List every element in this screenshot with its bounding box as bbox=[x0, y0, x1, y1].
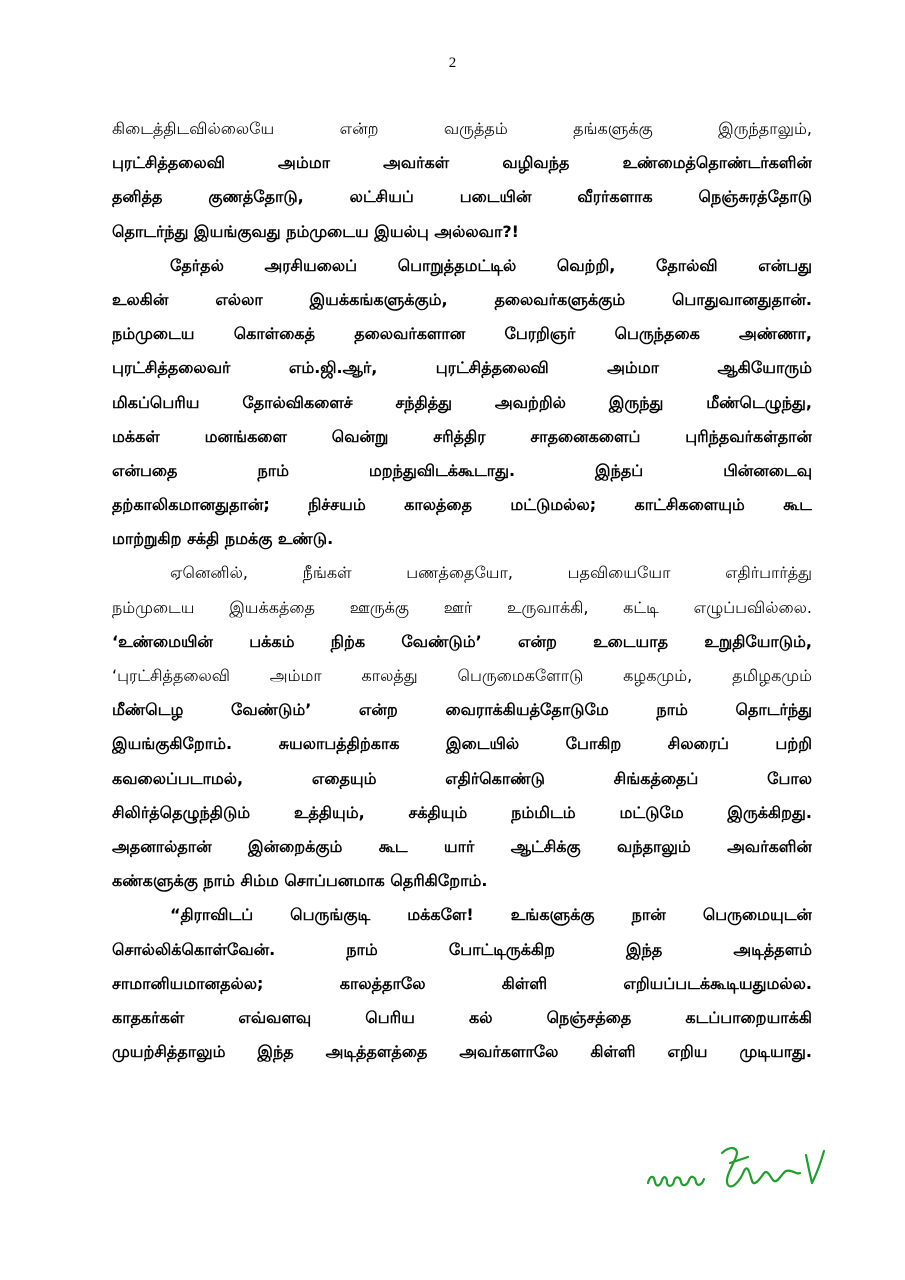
text-line: ‘உண்மையின் பக்கம் நிற்க வேண்டும்’ என்ற உடையாத உறுதியோடும், bbox=[112, 631, 812, 651]
paragraph-2 bbox=[112, 249, 812, 557]
text-line: மக்கள் மனங்களை வென்று சரித்திர சாதனைகளைப் புரிந்தவர்கள்தான் bbox=[112, 426, 812, 446]
text-line: மாற்றுகிற சக்தி நமக்கு உண்டு. bbox=[112, 529, 334, 549]
paragraph-4 bbox=[112, 898, 812, 1069]
text-line: நம்முடைய கொள்கைத் தலைவர்களான பேரறிஞர் பெருந்தகை அண்ணா, bbox=[112, 324, 812, 344]
signature-image bbox=[640, 1135, 830, 1205]
signature-stroke bbox=[722, 1148, 800, 1186]
text-line: புரட்சித்தலைவி அம்மா அவர்கள் வழிவந்த உண்மைத்தொண்டர்களின் bbox=[112, 153, 812, 173]
text-line: மீண்டெழ வேண்டும்’ என்ற வைராக்கியத்தோடுமே நாம் தொடர்ந்து bbox=[112, 700, 812, 720]
text-line: தேர்தல் அரசியலைப் பொறுத்தமட்டில் வெற்றி, தோல்வி என்பது bbox=[170, 255, 812, 275]
text-line: உலகின் எல்லா இயக்கங்களுக்கும், தலைவர்களுக்கும் பொதுவானதுதான். bbox=[112, 289, 812, 309]
text-line: கண்களுக்கு நாம் சிம்ம சொப்பனமாக தெரிகிறோம். bbox=[112, 871, 488, 891]
text-line: நம்முடைய இயக்கத்தை ஊருக்கு ஊர் உருவாக்கி, கட்டி எழுப்பவில்லை. bbox=[112, 597, 812, 617]
text-line: தொடர்ந்து இயங்குவது நம்முடைய இயல்பு அல்லவா?! bbox=[112, 221, 519, 241]
text-line: தனித்த குணத்தோடு, லட்சியப் படையின் வீரர்களாக நெஞ்சுரத்தோடு bbox=[112, 187, 812, 207]
text-line: முயற்சித்தாலும் இந்த அடித்தளத்தை அவர்களாலே கிள்ளி எறிய முடியாது. bbox=[112, 1042, 812, 1062]
paragraph-3 bbox=[112, 556, 812, 898]
text-line: மிகப்பெரிய தோல்விகளைச் சந்தித்து அவற்றில் இருந்து மீண்டெழுந்து, bbox=[112, 392, 812, 412]
text-line: இயங்குகிறோம். சுயலாபத்திற்காக இடையில் போகிற சிலரைப் பற்றி bbox=[112, 734, 812, 754]
signature-stroke bbox=[806, 1151, 824, 1183]
body-text bbox=[112, 112, 812, 1069]
page-number: 2 bbox=[448, 55, 457, 71]
signature-stroke bbox=[648, 1177, 704, 1186]
text-line: என்பதை நாம் மறந்துவிடக்கூடாது. இந்தப் பின்னடைவு bbox=[112, 460, 812, 480]
text-line: காதகர்கள் எவ்வளவு பெரிய கல் நெஞ்சத்தை கடப்பாறையாக்கி bbox=[112, 1007, 812, 1027]
signature-strokes bbox=[648, 1148, 824, 1186]
text-line: “திராவிடப் பெருங்குடி மக்களே! உங்களுக்கு நான் பெருமையுடன் bbox=[170, 905, 812, 925]
text-line: புரட்சித்தலைவர் எம்.ஜி.ஆர், புரட்சித்தலைவி அம்மா ஆகியோரும் bbox=[112, 358, 812, 378]
text-line: ‘புரட்சித்தலைவி அம்மா காலத்து பெருமைகளோடு கழகமும், தமிழகமும் bbox=[112, 666, 812, 685]
text-line: சிலிர்த்தெழுந்திடும் உத்தியும், சக்தியும் நம்மிடம் மட்டுமே இருக்கிறது. bbox=[112, 802, 812, 822]
text-line: கவலைப்படாமல், எதையும் எதிர்கொண்டு சிங்கத்தைப் போல bbox=[112, 768, 812, 788]
paragraph-1 bbox=[112, 112, 812, 249]
text-line: ஏனெனில், நீங்கள் பணத்தையோ, பதவியையோ எதிர்பார்த்து bbox=[170, 563, 812, 583]
text-line: கிடைத்திடவில்லையே என்ற வருத்தம் தங்களுக்கு இருந்தாலும், bbox=[112, 119, 812, 138]
text-line: அதனால்தான் இன்றைக்கும் கூட யார் ஆட்சிக்கு வந்தாலும் அவர்களின் bbox=[112, 836, 812, 856]
text-line: சாமானியமானதல்ல; காலத்தாலே கிள்ளி எறியப்படக்கூடியதுமல்ல. bbox=[112, 973, 812, 993]
signature-stroke bbox=[730, 1157, 748, 1163]
text-line: சொல்லிக்கொள்வேன். நாம் போட்டிருக்கிற இந்த அடித்தளம் bbox=[112, 939, 812, 959]
text-line: தற்காலிகமானதுதான்; நிச்சயம் காலத்தை மட்டுமல்ல; காட்சிகளையும் கூட bbox=[112, 495, 812, 515]
